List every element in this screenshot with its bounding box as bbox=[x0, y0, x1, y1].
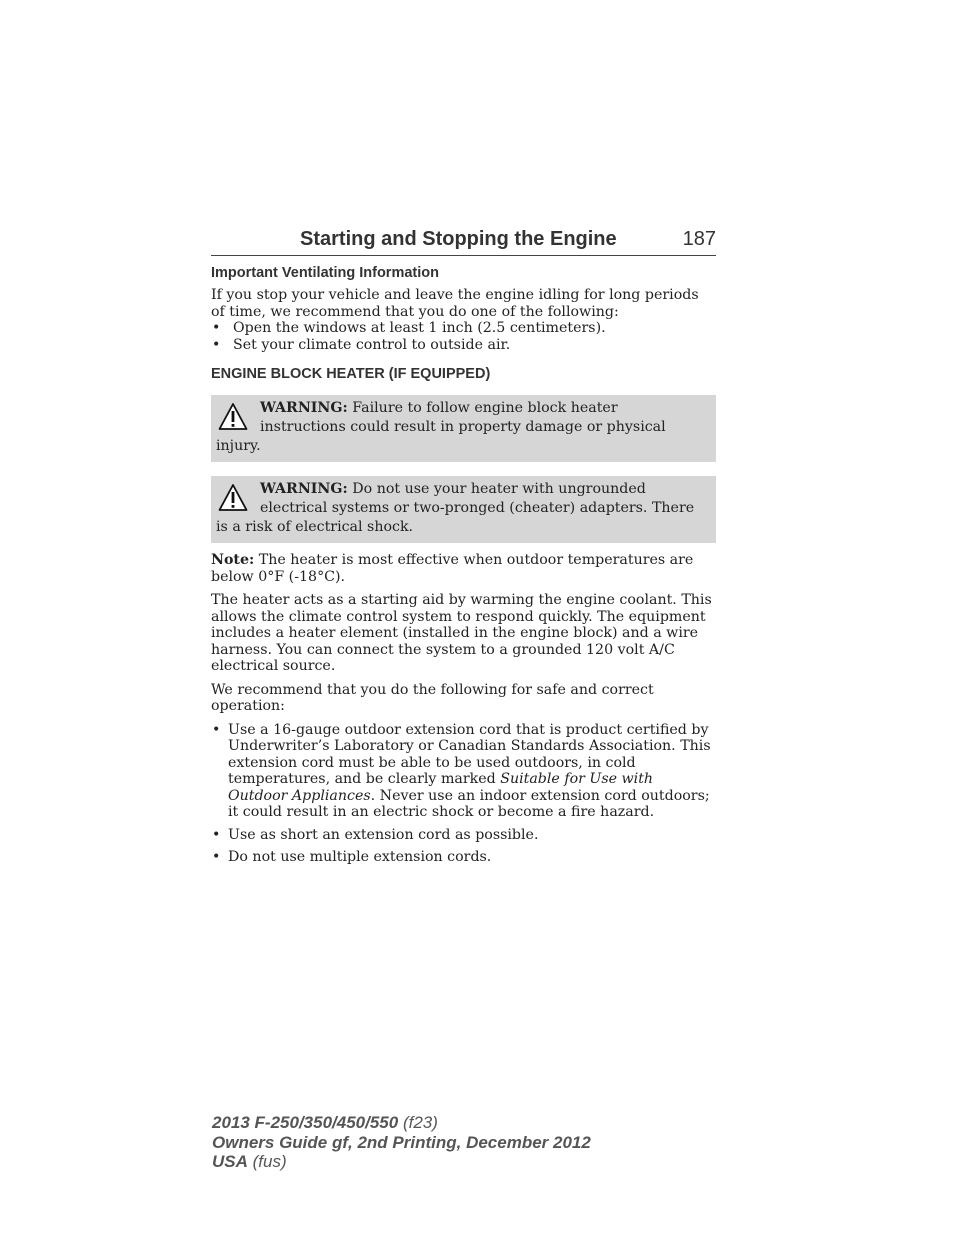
warning-body: Failure to follow engine block heater instructions could result in property damage or physical injury. bbox=[216, 400, 666, 454]
footer-line bbox=[212, 1133, 591, 1153]
footer-region: USA bbox=[212, 1152, 248, 1171]
note-paragraph bbox=[211, 552, 716, 585]
list-item bbox=[211, 827, 716, 844]
bullet: • bbox=[212, 721, 221, 738]
warning-triangle-icon bbox=[218, 483, 248, 513]
warning-text bbox=[216, 480, 706, 537]
page-header bbox=[211, 228, 716, 256]
list-item bbox=[211, 722, 716, 821]
bullet: • bbox=[212, 336, 221, 353]
warning-text bbox=[216, 399, 706, 456]
footer-line bbox=[212, 1152, 591, 1172]
safety-list bbox=[211, 722, 716, 866]
heater-description: The heater acts as a starting aid by warming the engine coolant. This allows the climate control system to respond quickly. The equipment includes a heater element (installed in the engine block) and a wire harness. You can connect the system to a grounded 120 volt A/C electrical source. bbox=[211, 592, 712, 674]
list-item bbox=[211, 849, 716, 866]
ventilation-heading: Important Ventilating Information bbox=[211, 265, 439, 281]
list-item-text: Set your climate control to outside air. bbox=[233, 336, 511, 353]
footer-code: (f23) bbox=[402, 1113, 438, 1132]
list-item-text: Use a 16-gauge outdoor extension cord that is product certified by Underwriter’s Laboratory or Canadian Standards Association. This extension cord must be able to be used outdoors, in cold temperatures, and be clearly marked bbox=[228, 721, 711, 787]
list-item-text: . Never use an indoor extension cord outdoors; it could result in an electric shock or become a fire hazard. bbox=[228, 787, 710, 820]
warning-box bbox=[211, 476, 716, 543]
page-number: 187 bbox=[682, 228, 716, 250]
ventilation-intro: If you stop your vehicle and leave the engine idling for long periods of time, we recommend that you do one of the following: bbox=[211, 287, 699, 320]
recommendation-intro: We recommend that you do the following for safe and correct operation: bbox=[211, 681, 654, 714]
bullet: • bbox=[212, 849, 221, 865]
ventilation-list bbox=[211, 320, 716, 353]
bullet: • bbox=[212, 320, 221, 336]
warning-label: WARNING: bbox=[260, 400, 348, 416]
list-item-text: Open the windows at least 1 inch (2.5 centimeters). bbox=[233, 320, 606, 336]
list-item-text: Use as short an extension cord as possible. bbox=[228, 826, 539, 843]
warning-body: Do not use your heater with ungrounded electrical systems or two-pronged (cheater) adapters. There is a risk of electrical shock. bbox=[216, 481, 695, 535]
footer-region-code: (fus) bbox=[252, 1152, 287, 1171]
bullet: • bbox=[212, 826, 221, 843]
footer-line bbox=[212, 1113, 591, 1133]
footer-model: 2013 F-250/350/450/550 bbox=[212, 1113, 399, 1132]
manual-page bbox=[211, 228, 716, 872]
warning-label: WARNING: bbox=[260, 481, 348, 497]
page-footer bbox=[212, 1113, 591, 1172]
block-heater-heading: ENGINE BLOCK HEATER (IF EQUIPPED) bbox=[211, 366, 491, 382]
note-text: The heater is most effective when outdoor temperatures are below 0°F (-18°C). bbox=[211, 552, 694, 585]
note-label: Note: bbox=[211, 552, 255, 568]
warning-box bbox=[211, 395, 716, 462]
list-item bbox=[211, 337, 716, 354]
warning-triangle-icon bbox=[218, 402, 248, 432]
footer-edition: Owners Guide gf, 2nd Printing, December 2012 bbox=[212, 1132, 591, 1152]
chapter-title: Starting and Stopping the Engine bbox=[300, 228, 617, 250]
list-item bbox=[211, 320, 716, 337]
list-item-text: Do not use multiple extension cords. bbox=[228, 849, 492, 865]
italic-text: Suitable for Use with Outdoor Appliances bbox=[228, 771, 654, 804]
